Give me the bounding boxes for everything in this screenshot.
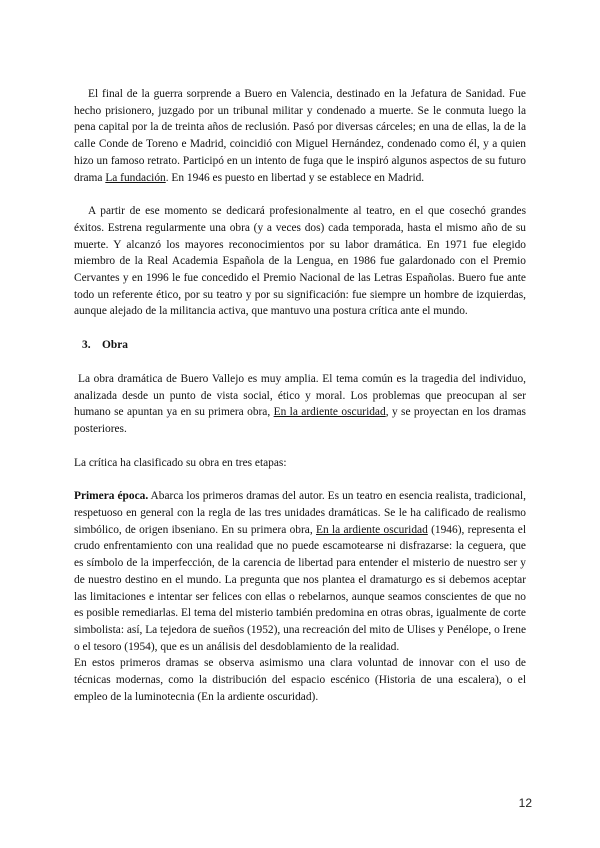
text-run: (1946), representa el crudo enfrentamiento con una realidad que no puede escamotearse ni disfrazarse: la ceguera, que es símbolo de la imperfección, de la carencia de libertad para entender el misterio de nuestro ser y de nuestro destino en el mundo. La pregunta que nos plantea el dramaturgo es si debemos aceptar las limitaciones e intentar ser felices con ellas o rebelarnos, aunque seamos conscientes de que no es posible remediarlas. El tema del misterio también predomina en otras obras, igualmente de corte simbolista: así, La tejedora de sueños (1952), una recreación del mito de Ulises y Penélope, o Irene o el tesoro (1954), que es un análisis del desdoblamiento de la realidad. [74, 523, 527, 653]
section-number: 3. [82, 339, 91, 352]
underlined-title-en-la-ardiente-oscuridad: En la ardiente oscuridad [273, 406, 386, 419]
paragraph-spacer [74, 186, 526, 203]
paragraph-biography-war [74, 86, 526, 186]
paragraph-theatre-career: A partir de ese momento se dedicará profesionalmente al teatro, en el que cosechó grandes éxitos. Estrena regularmente una obra (y a veces dos) cada temporada, hasta el mismo año de su muerte. Y alcanzó los mayores reconocimientos por su labor dramática. En 1971 fue elegido miembro de la Real Academia Española de la Lengua, en 1986 fue galardonado con el Premio Cervantes y en 1996 le fue concedido el Premio Nacional de las Letras Españolas. Buero fue ante todo un referente ético, por su teatro y por su significación: fue siempre un hombre de izquierdas, aunque alejado de la militancia activa, que mantuvo una postura crítica ante el mundo. [74, 205, 526, 318]
paragraph-spacer [74, 438, 526, 455]
section-title: Obra [102, 339, 128, 352]
paragraph-first-period [74, 488, 526, 655]
section-heading [74, 337, 526, 354]
text-run: La obra dramática de Buero Vallejo es muy amplia. El tema común es la tragedia del individuo, analizada desde un punto de vista social, ético y moral. Los problemas que preocupan al ser humano se apuntan ya en su primera obra, [74, 372, 526, 419]
text-run: . En 1946 es puesto en libertad y se establece en Madrid. [165, 171, 425, 184]
paragraph-spacer [74, 354, 526, 371]
paragraph-stages-intro: La crítica ha clasificado su obra en tres etapas: [74, 456, 287, 469]
page-number: 12 [518, 796, 532, 810]
text-run: Abarca los primeros dramas del autor. Es un teatro en esencia realista, tradicional, respetuoso en general con la regla de las tres unidades dramáticas. Se le ha calificado de realismo simbólico, de origen ibseniano. En su primera obra, [74, 490, 526, 536]
document-body [74, 86, 526, 706]
text-run: El final de la guerra sorprende a Buero en Valencia, destinado en la Jefatura de Sanidad. Fue hecho prisionero, juzgado por un tribunal militar y condenado a muerte. Se le conmuta luego la pena capital por la de treinta años de reclusión. Pasó por diversas cárceles; en una de ellas, la de la calle Conde de Toreno e Madrid, coincidió con Miguel Hernández, condenado como él, y a quien hizo un famoso retrato. Participó en un intento de fuga que le inspiró algunos aspectos de su futuro drama [74, 88, 526, 184]
paragraph-spacer [74, 471, 526, 488]
paragraph-obra-intro [74, 371, 526, 438]
underlined-title-en-la-ardiente-oscuridad: En la ardiente oscuridad [315, 523, 428, 536]
paragraph-spacer [74, 320, 526, 337]
text-run: , y se proyectan en los dramas posteriores. [74, 406, 526, 435]
paragraph-innovation: En estos primeros dramas se observa asimismo una clara voluntad de innovar con el uso de técnicas modernas, como la distribución del espacio escénico (Historia de una escalera), o el empleo de la luminotecnia (En la ardiente oscuridad). [74, 657, 526, 703]
bold-label-primera-epoca: Primera época. [74, 490, 149, 503]
underlined-title-la-fundacion: La fundación [105, 171, 166, 184]
